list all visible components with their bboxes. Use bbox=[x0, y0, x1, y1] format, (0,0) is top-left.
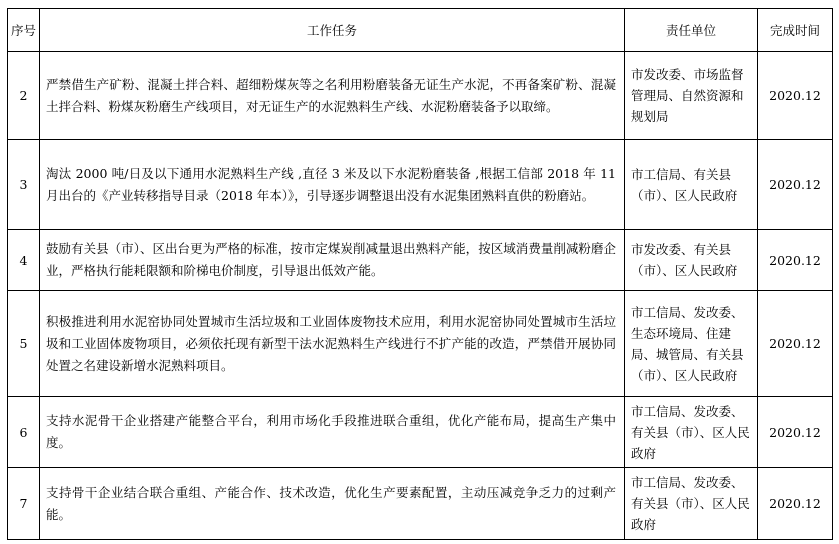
row-date: 2020.12 bbox=[758, 140, 833, 230]
row-number: 7 bbox=[8, 468, 40, 540]
table-row bbox=[8, 52, 833, 140]
row-unit: 市工信局、发改委、有关县（市）、区人民政府 bbox=[625, 397, 758, 468]
row-unit: 市工信局、发改委、有关县（市）、区人民政府 bbox=[625, 468, 758, 540]
row-date: 2020.12 bbox=[758, 52, 833, 140]
row-date: 2020.12 bbox=[758, 468, 833, 540]
header-date: 完成时间 bbox=[758, 9, 833, 52]
table-row bbox=[8, 140, 833, 230]
table-row bbox=[8, 230, 833, 291]
task-table bbox=[7, 8, 833, 540]
row-task: 支持水泥骨干企业搭建产能整合平台，利用市场化手段推进联合重组，优化产能布局，提高生产集中度。 bbox=[40, 397, 625, 468]
table-row bbox=[8, 291, 833, 397]
row-number: 5 bbox=[8, 291, 40, 397]
row-number: 2 bbox=[8, 52, 40, 140]
table-row bbox=[8, 397, 833, 468]
header-unit: 责任单位 bbox=[625, 9, 758, 52]
row-task: 鼓励有关县（市）、区出台更为严格的标准，按市定煤炭削减量退出熟料产能，按区域消费量削减粉磨企业，严格执行能耗限额和阶梯电价制度，引导退出低效产能。 bbox=[40, 230, 625, 291]
row-unit: 市发改委、市场监督管理局、自然资源和规划局 bbox=[625, 52, 758, 140]
header-row bbox=[8, 9, 833, 52]
row-task: 支持骨干企业结合联合重组、产能合作、技术改造，优化生产要素配置，主动压减竞争乏力的过剩产能。 bbox=[40, 468, 625, 540]
row-number: 6 bbox=[8, 397, 40, 468]
row-unit: 市工信局、发改委、生态环境局、住建局、城管局、有关县（市）、区人民政府 bbox=[625, 291, 758, 397]
header-task: 工作任务 bbox=[40, 9, 625, 52]
row-task: 严禁借生产矿粉、混凝土拌合料、超细粉煤灰等之名利用粉磨装备无证生产水泥，不再备案矿粉、混凝土拌合料、粉煤灰粉磨生产线项目，对无证生产的水泥熟料生产线、水泥粉磨装备予以取缔。 bbox=[40, 52, 625, 140]
header-no: 序号 bbox=[8, 9, 40, 52]
row-task: 积极推进利用水泥窑协同处置城市生活垃圾和工业固体废物技术应用，利用水泥窑协同处置城市生活垃圾和工业固体废物项目，必须依托现有新型干法水泥熟料生产线进行不扩产能的改造，严禁借开展协同处置之名建设新增水泥熟料项目。 bbox=[40, 291, 625, 397]
row-number: 3 bbox=[8, 140, 40, 230]
row-date: 2020.12 bbox=[758, 230, 833, 291]
table-row bbox=[8, 468, 833, 540]
row-number: 4 bbox=[8, 230, 40, 291]
row-unit: 市工信局、有关县（市）、区人民政府 bbox=[625, 140, 758, 230]
row-task: 淘汰 2000 吨/日及以下通用水泥熟料生产线 ,直径 3 米及以下水泥粉磨装备 ,根据工信部 2018 年 11 月出台的《产业转移指导目录（2018 年本）》，引导逐步调整退出没有水泥集团熟料直供的粉磨站。 bbox=[40, 140, 625, 230]
row-date: 2020.12 bbox=[758, 291, 833, 397]
row-date: 2020.12 bbox=[758, 397, 833, 468]
row-unit: 市发改委、有关县（市）、区人民政府 bbox=[625, 230, 758, 291]
